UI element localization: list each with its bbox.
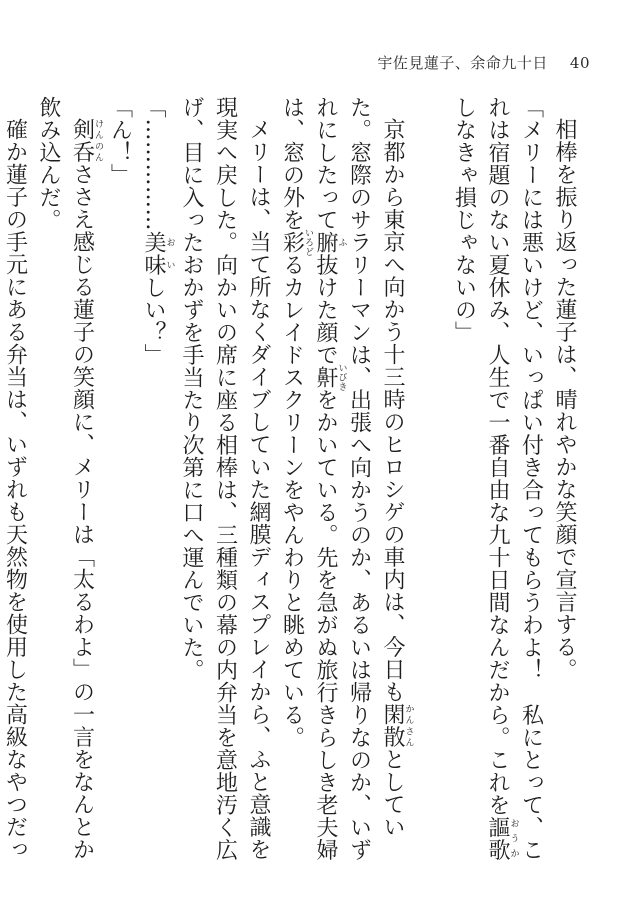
narrative-paragraph: 確か蓮子の手元にある弁当は、いずれも天然物を使用した高級なやつだっ — [2, 118, 28, 861]
ruby-reading: ふ — [336, 231, 347, 254]
ruby-annotation: 美味おい — [141, 231, 175, 276]
narrative-paragraph: 相棒を振り返った蓮子は、晴れやかな笑顔で宣言する。 — [552, 118, 577, 681]
dialogue-paragraph: 「……………美味おいしい？」 — [141, 96, 175, 366]
ruby-annotation: 剣呑けんのん — [69, 118, 103, 163]
ruby-reading: けんのん — [93, 118, 103, 163]
ruby-reading: おうか — [508, 816, 519, 861]
ruby-reading: いびき — [336, 363, 347, 392]
page-number: 40 — [569, 54, 590, 72]
ruby-annotation: 腑ふ — [313, 231, 347, 254]
running-title: 宇佐見蓮子、余命九十日 — [377, 54, 548, 72]
ruby-reading: いろど — [303, 228, 313, 257]
ruby-annotation: 謳歌おうか — [485, 816, 519, 861]
ruby-annotation: 鼾いびき — [313, 363, 347, 392]
dialogue-paragraph: 「メリーには悪いけど、いっぱい付き合ってもらうわよ！ 私にとって、これは宿題のない夏休み、人生で一番自由な九十日間なんだから。これを謳歌おうかしなきゃ損じゃないの」 — [451, 96, 544, 861]
narrative-paragraph: メリーは、当て所なくダイブしていた網膜ディスプレイから、ふと意識を現実へ戻した。向かいの席に座る相棒は、三種類の幕の内弁当を意地汚く広げ、目に入ったおかずを手当たり次第に口へ運んでいた。 — [179, 96, 271, 861]
ruby-annotation: 彩いろど — [279, 228, 313, 257]
running-header — [300, 52, 590, 73]
narrative-paragraph: 京都から東京へ向かう十三時のヒロシゲの車内は、今日も閑散かんさんとしていた。窓際のサラリーマンは、出張へ向かうのか、あるいは帰りなのか、いずれにしたって腑ふ抜けた顔で鼾いびきをかいている。先を急がぬ旅行きらしき老夫婦は、窓の外を彩いろどるカレイドスクリーンをやんわりと眺めている。 — [279, 96, 414, 861]
ruby-reading: おい — [164, 231, 175, 276]
ruby-annotation: 閑散かんさん — [380, 703, 414, 748]
dialogue-paragraph: 「ん！」 — [107, 96, 133, 186]
vertical-body-text — [2, 96, 581, 866]
narrative-paragraph: 剣呑けんのんささえ感じる蓮子の笑顔に、メリーは「太るわよ」の一言をなんとか飲み込んだ。 — [36, 96, 103, 861]
ruby-reading: かんさん — [403, 703, 414, 748]
